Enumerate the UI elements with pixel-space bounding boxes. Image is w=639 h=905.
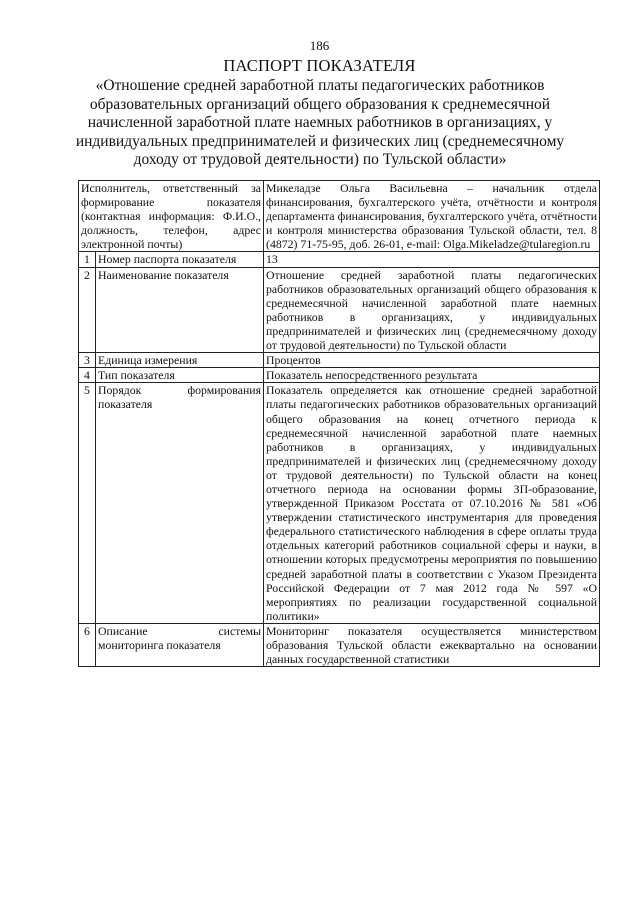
row-name: Наименование показателя [96,267,264,353]
executor-label: Исполнитель, ответственный за формирование показателя (контактная информация: Ф.И.О., должность, телефон, адрес электронной почты) [79,181,264,252]
document-title: ПАСПОРТ ПОКАЗАТЕЛЯ [223,56,416,75]
table-row [79,267,600,353]
table-row [79,383,600,624]
passport-table [78,180,600,667]
row-name: Описание системы мониторинга показателя [96,623,264,666]
document-subtitle: «Отношение средней заработной платы педагогических работников образовательных организаций общего образования к среднемесячной начисленной заработной плате наемных работников в организациях, у индивидуальных предпринимателей и физических лиц (среднемесячному доходу от трудовой деятельности) по Тульской области» [75,77,565,169]
row-name: Тип показателя [96,368,264,383]
row-value: Процентов [264,353,600,368]
row-value: Показатель определяется как отношение средней заработной платы педагогических работников образовательных организаций общего образования на конец отчетного периода к среднемесячной начисленной заработной плате наемных работников в организациях, у индивидуальных предпринимателей и физических лиц (среднемесячному доходу от трудовой деятельности) по Тульской области на конец отчетного периода на основании формы ЗП-образование, утвержденной Приказом Росстата от 07.10.2016 № 581 «Об утверждении статистического инструментария для проведения федерального статистического наблюдения в сфере оплаты труда отдельных категорий работников социальной сферы и науки, в отношении которых предусмотрены мероприятия по повышению средней заработной платы в соответствии с Указом Президента Российской Федерации от 7 мая 2012 года № 597 «О мероприятиях по реализации государственной социальной политики» [264,383,600,624]
table-row-executor [79,181,600,252]
row-value: Отношение средней заработной платы педагогических работников образовательных организаций общего образования к среднемесячной начисленной заработной плате наемных работников в организациях, у индивидуальных предпринимателей и физических лиц (среднемесячному доходу от трудовой деятельности) по Тульской области [264,267,600,353]
row-number: 6 [79,623,96,666]
table-row [79,623,600,666]
executor-value: Микеладзе Ольга Васильевна – начальник отдела финансирования, бухгалтерского учёта, отчётности и контроля департамента финансирования, бухгалтерского учёта, отчётности и контроля министерства образования Тульской области, тел. 8 (4872) 71-75-95, доб. 26-01, e-mail: Olga.Mikeladze@tularegion.ru [264,181,600,252]
table-row [79,252,600,267]
row-value: 13 [264,252,600,267]
row-number: 2 [79,267,96,353]
row-number: 1 [79,252,96,267]
row-name: Порядок формирования показателя [96,383,264,624]
row-value: Мониторинг показателя осуществляется министерством образования Тульской области ежеквартально на основании данных государственной статистики [264,623,600,666]
table-row [79,353,600,368]
row-value: Показатель непосредственного результата [264,368,600,383]
table-row [79,368,600,383]
row-number: 3 [79,353,96,368]
row-name: Номер паспорта показателя [96,252,264,267]
row-number: 5 [79,383,96,624]
row-name: Единица измерения [96,353,264,368]
page-number: 186 [309,38,330,53]
row-number: 4 [79,368,96,383]
